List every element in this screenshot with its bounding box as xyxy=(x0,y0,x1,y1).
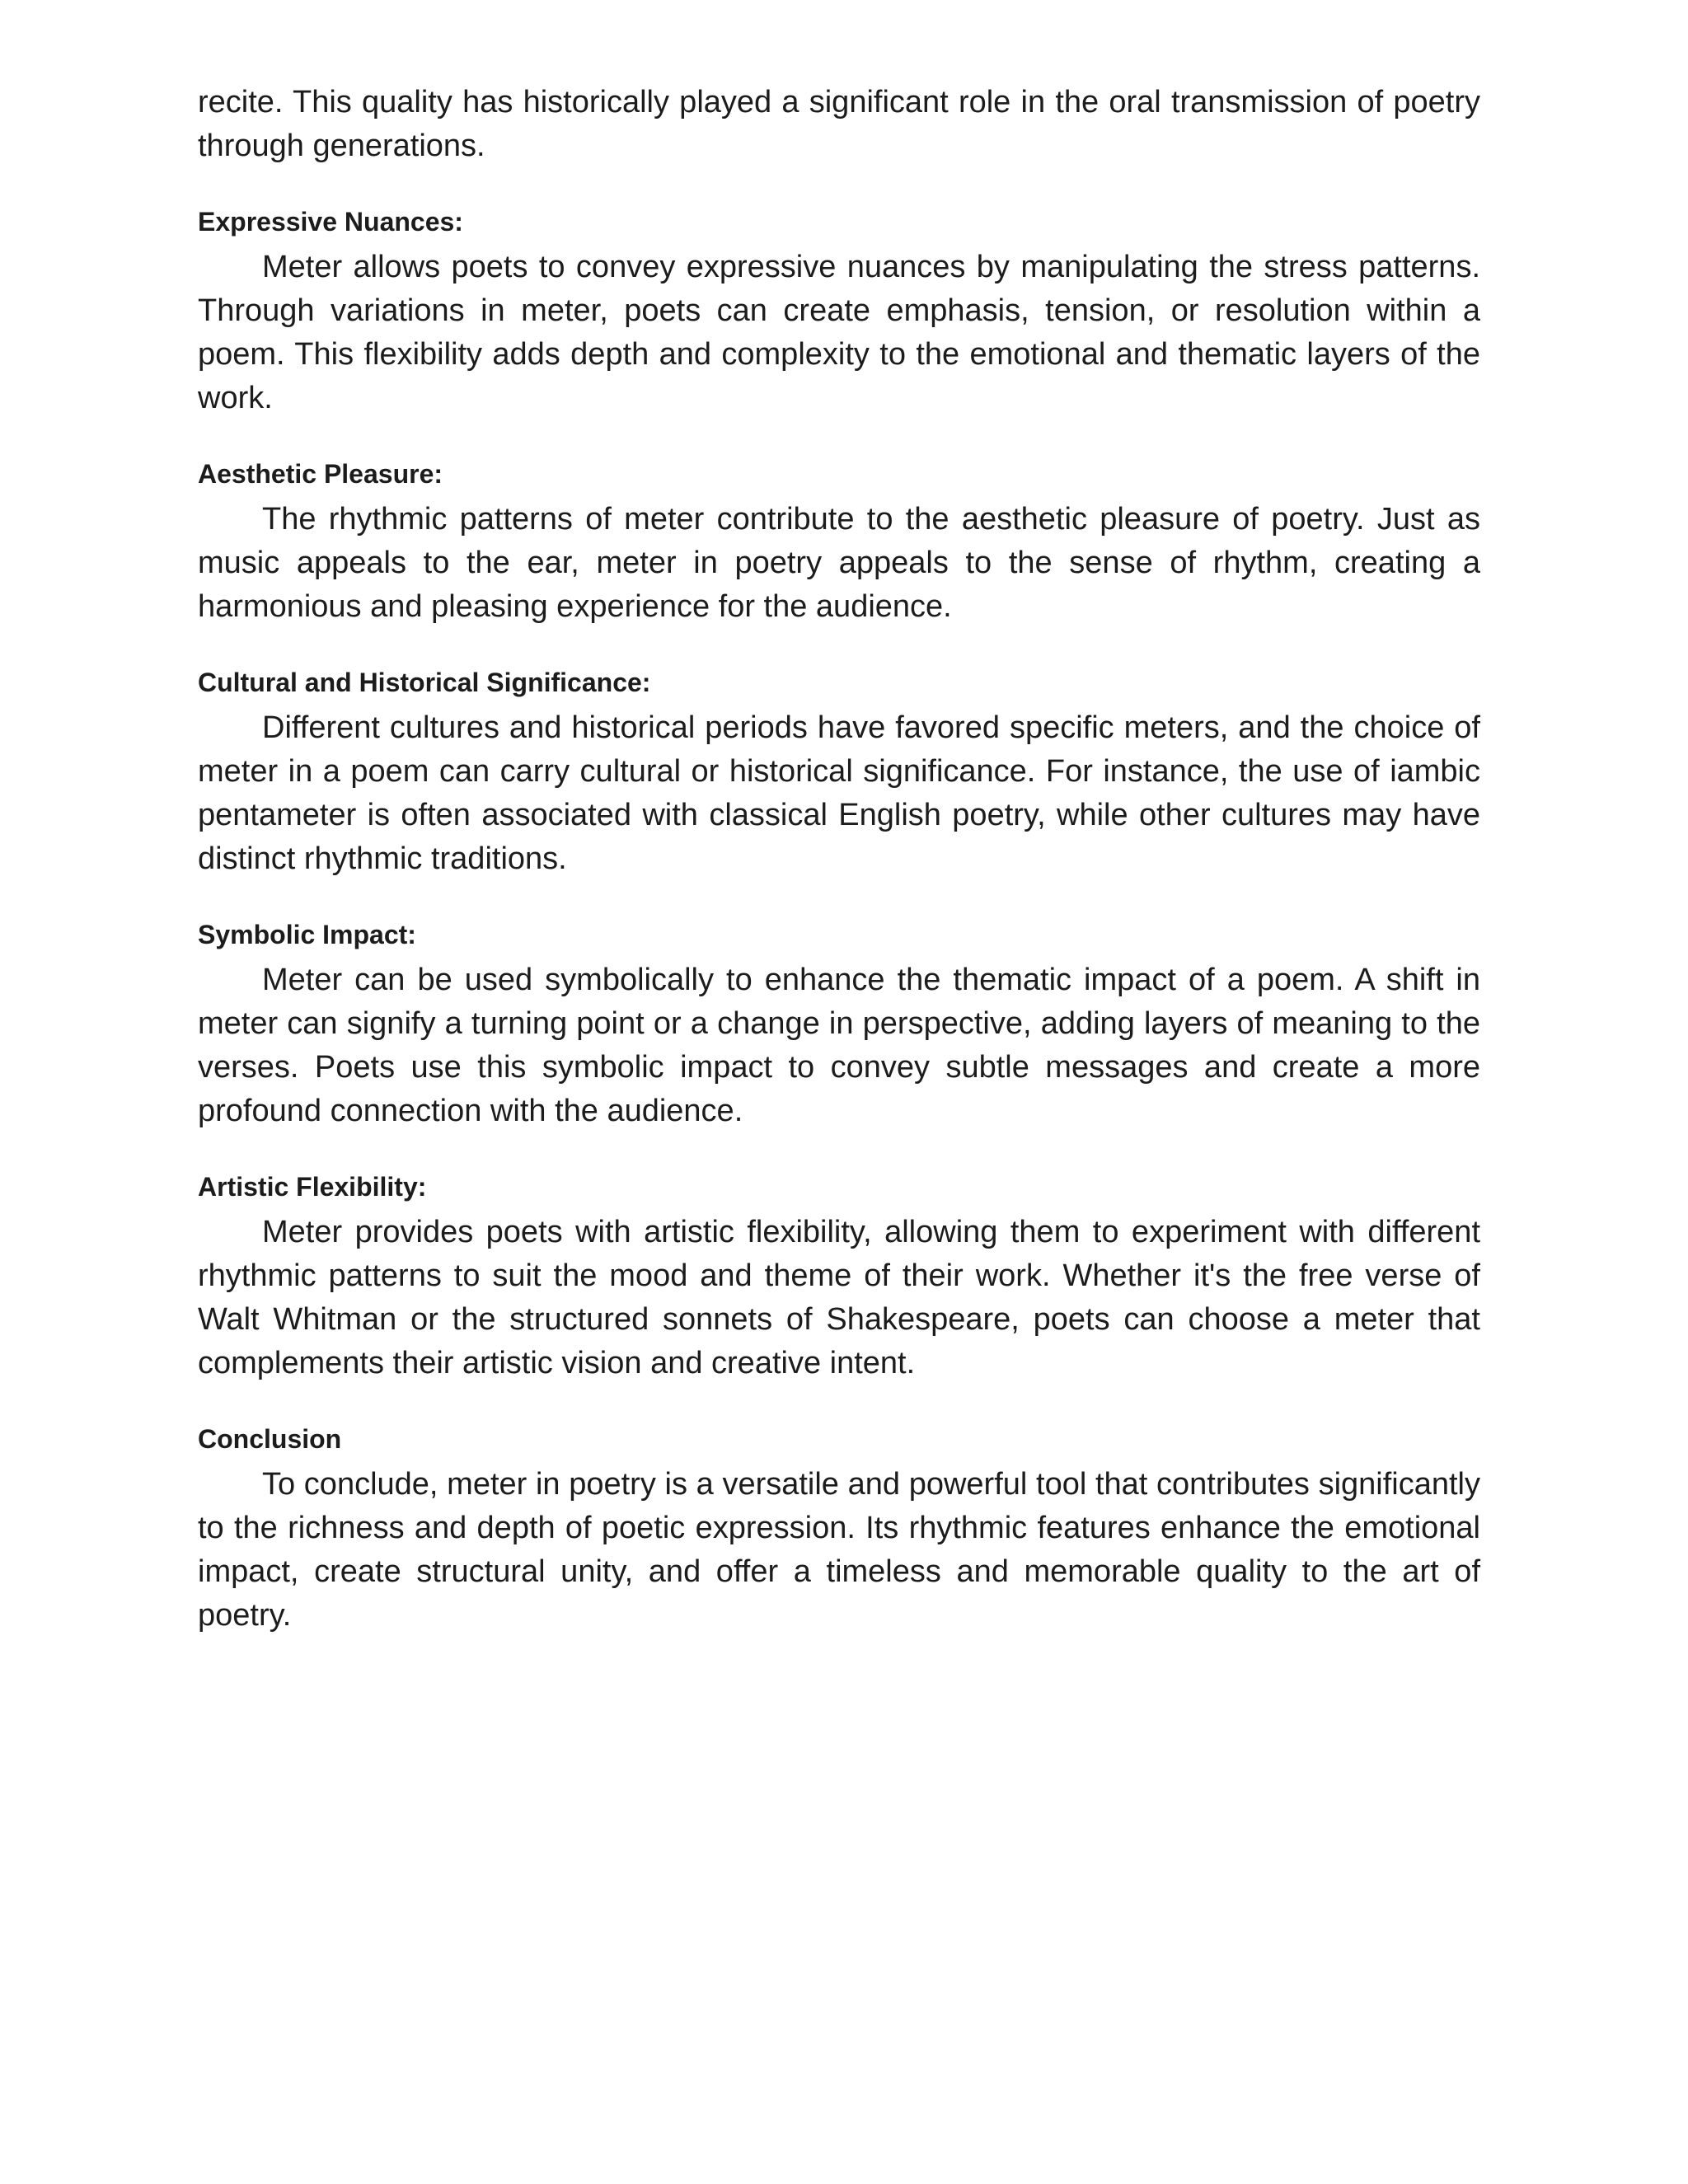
section-heading: Symbolic Impact: xyxy=(198,920,416,949)
section-heading: Aesthetic Pleasure: xyxy=(198,459,443,489)
section-heading: Cultural and Historical Significance: xyxy=(198,668,651,697)
section-artistic-flexibility xyxy=(198,1170,1480,1385)
section-heading: Expressive Nuances: xyxy=(198,207,463,237)
section-cultural-historical-significance xyxy=(198,666,1480,881)
section-body: Meter provides poets with artistic flexibility, allowing them to experiment with different rhythmic patterns to suit the mood and theme of their work. Whether it's the free verse of Walt Whitman or the structured sonnets of Shakespeare, poets can choose a meter that complements their artistic vision and creative intent. xyxy=(198,1215,1480,1380)
section-body: To conclude, meter in poetry is a versatile and powerful tool that contributes significantly to the richness and depth of poetic expression. Its rhythmic features enhance the emotional impact, create structural unity, and offer a timeless and memorable quality to the art of poetry. xyxy=(198,1467,1480,1633)
section-heading: Artistic Flexibility: xyxy=(198,1172,427,1202)
section-body: Meter allows poets to convey expressive nuances by manipulating the stress patterns. Through variations in meter, poets can create emphasis, tension, or resolution within a poem. This flexibility adds depth and complexity to the emotional and thematic layers of the work. xyxy=(198,250,1480,415)
section-symbolic-impact xyxy=(198,918,1480,1133)
section-body: Different cultures and historical periods have favored specific meters, and the choice of meter in a poem can carry cultural or historical significance. For instance, the use of iambic pentameter is often associated with classical English poetry, while other cultures may have distinct rhythmic traditions. xyxy=(198,710,1480,876)
section-body: The rhythmic patterns of meter contribute to the aesthetic pleasure of poetry. Just as music appeals to the ear, meter in poetry appeals to the sense of rhythm, creating a harmonious and pleasing experience for the audience. xyxy=(198,502,1480,624)
section-heading: Conclusion xyxy=(198,1424,342,1454)
intro-paragraph: recite. This quality has historically played a significant role in the oral transmission of poetry through generations. xyxy=(198,85,1480,163)
section-conclusion xyxy=(198,1422,1480,1638)
section-expressive-nuances xyxy=(198,205,1480,420)
section-body: Meter can be used symbolically to enhance the thematic impact of a poem. A shift in meter can signify a turning point or a change in perspective, adding layers of meaning to the verses. Poets use this symbolic impact to convey subtle messages and create a more profound connection with the audience. xyxy=(198,963,1480,1128)
section-aesthetic-pleasure xyxy=(198,457,1480,629)
document-page xyxy=(198,81,1480,1638)
